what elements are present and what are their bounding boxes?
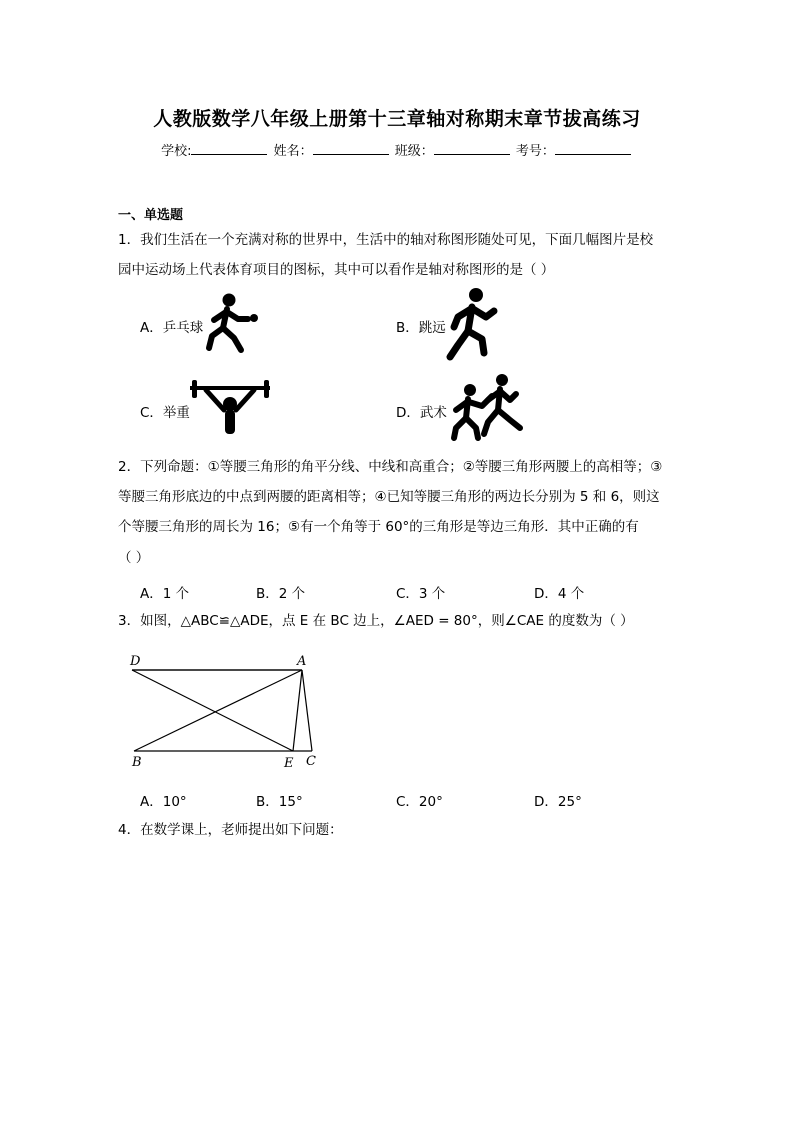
label-A: A — [297, 654, 307, 669]
question-2-line-4: （ ） — [118, 550, 150, 566]
q1-option-b[interactable]: B．跳远 — [396, 320, 446, 336]
question-1-line-1: 1．我们生活在一个充满对称的世界中，生活中的轴对称图形随处可见，下面几幅图片是校 — [118, 232, 654, 248]
student-info-line — [0, 140, 794, 159]
q3-option-c[interactable]: C．20° — [396, 794, 443, 810]
school-blank[interactable] — [191, 142, 267, 155]
q1-option-a[interactable]: A．乒乓球 — [140, 320, 204, 336]
page-title: 人教版数学八年级上册第十三章轴对称期末章节拔高练习 — [153, 108, 641, 130]
weightlifting-icon — [188, 380, 278, 436]
q2-option-b[interactable]: B．2 个 — [256, 586, 306, 602]
exam-no-label: 考号： — [515, 144, 555, 159]
q3-option-d[interactable]: D．25° — [534, 794, 582, 810]
name-label: 姓名： — [273, 144, 313, 159]
question-2-line-1: 2．下列命题：①等腰三角形的角平分线、中线和高重合；②等腰三角形两腰上的高相等；③ — [118, 459, 663, 475]
q2-option-d[interactable]: D．4 个 — [534, 586, 585, 602]
class-blank[interactable] — [434, 142, 510, 155]
q2-option-a[interactable]: A．1 个 — [140, 586, 190, 602]
long-jump-icon — [446, 287, 506, 363]
class-label: 班级： — [394, 144, 434, 159]
triangle-figure — [120, 648, 330, 772]
question-2-line-2: 等腰三角形底边的中点到两腰的距离相等；④已知等腰三角形的两边长分别为 5 和 6，则这 — [118, 489, 660, 505]
school-label: 学校: — [161, 144, 192, 159]
q3-option-b[interactable]: B．15° — [256, 794, 303, 810]
q1-option-c[interactable]: C．举重 — [140, 405, 190, 421]
label-B: B — [132, 755, 142, 770]
question-1-line-2: 园中运动场上代表体育项目的图标，其中可以看作是轴对称图形的是（ ） — [118, 262, 555, 278]
name-blank[interactable] — [313, 142, 389, 155]
q2-option-c[interactable]: C．3 个 — [396, 586, 446, 602]
label-D: D — [130, 654, 141, 669]
martial-arts-icon — [448, 372, 528, 444]
label-E: E — [284, 756, 294, 771]
question-2-line-3: 个等腰三角形的周长为 16；⑤有一个角等于 60°的三角形是等边三角形．其中正确的有 — [118, 519, 639, 535]
section-heading: 一、单选题 — [118, 208, 184, 223]
label-C: C — [306, 754, 316, 769]
q1-option-d[interactable]: D．武术 — [396, 405, 447, 421]
question-3-stem: 3．如图，△ABC≌△ADE，点 E 在 BC 边上，∠AED = 80°，则∠CAE 的度数为（ ） — [118, 613, 634, 629]
question-4-stem: 4．在数学课上，老师提出如下问题： — [118, 822, 343, 838]
exam-no-blank[interactable] — [555, 142, 631, 155]
ping-pong-icon — [196, 290, 266, 358]
q3-option-a[interactable]: A．10° — [140, 794, 187, 810]
